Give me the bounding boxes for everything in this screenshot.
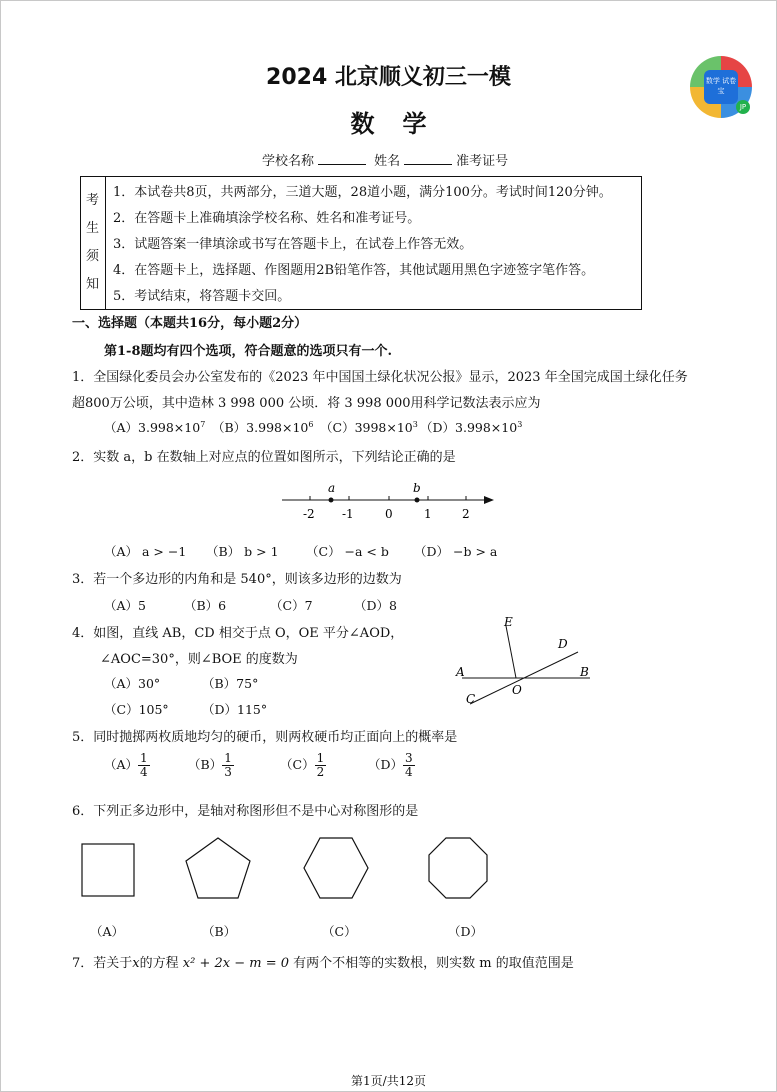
pentagon-shape: [186, 838, 250, 898]
point-b-dot: [415, 498, 420, 503]
q6-option-b[interactable]: （B）: [202, 924, 237, 939]
qr-logo-text: 数学 试卷宝: [704, 70, 738, 104]
notice-head: [81, 177, 106, 309]
fraction: [222, 752, 234, 779]
q4-option-b[interactable]: （B）75°: [202, 676, 259, 691]
notice-head-char: 生: [86, 221, 100, 236]
qr-logo-icon[interactable]: [690, 56, 752, 118]
q6-option-a[interactable]: （A）: [90, 924, 125, 939]
q5-option-b[interactable]: [188, 752, 234, 779]
q2-text: 2．实数 a，b 在数轴上对应点的位置如图所示，下列结论正确的是: [72, 450, 456, 465]
notice-item: 4．在答题卡上，选择题、作图题用2B铅笔作答，其他试题用黑色字迹签字笔作答。: [113, 263, 595, 278]
option-exponent: 3: [412, 419, 418, 429]
page-footer: 第1页/共12页: [351, 1074, 426, 1088]
q1-option-b[interactable]: [212, 418, 313, 436]
notice-box: [80, 176, 642, 310]
notice-item: 5．考试结束，将答题卡交回。: [113, 289, 291, 304]
q5-option-a[interactable]: [104, 752, 150, 779]
q7-variable: x: [132, 956, 140, 971]
subject-title: 数学: [350, 110, 455, 138]
section-title: 一、选择题（本题共16分，每小题2分）: [72, 316, 308, 331]
label-a: A: [456, 665, 465, 679]
q3-option-b[interactable]: （B）6: [184, 598, 227, 613]
q6-option-d[interactable]: （D）: [448, 924, 484, 939]
notice-item: 1．本试卷共8页，共两部分，三道大题，28道小题，满分100分。考试时间120分钟。: [113, 185, 612, 200]
school-blank: [318, 152, 366, 165]
q3-text: 3．若一个多边形的内角和是 540°，则该多边形的边数为: [72, 572, 402, 587]
exam-title: 2024 北京顺义初三一模: [266, 65, 511, 90]
q3-option-a[interactable]: （A）5: [104, 598, 146, 613]
q7-suffix: 有两个不相等的实数根，则实数 m 的取值范围是: [293, 956, 574, 971]
point-b-label: b: [413, 481, 421, 495]
option-label: （B）: [188, 757, 223, 772]
fraction: [403, 752, 415, 779]
option-label: （D）: [368, 757, 404, 772]
q2-option-a[interactable]: （A） a > −1: [104, 544, 187, 559]
numerator: 1: [224, 751, 232, 765]
q5-option-d[interactable]: [368, 752, 415, 779]
option-exponent: 3: [517, 419, 523, 429]
q6-text: 6．下列正多边形中，是轴对称图形但不是中心对称图形的是: [72, 804, 419, 819]
q1-option-a[interactable]: [104, 418, 205, 436]
student-info: [262, 150, 508, 169]
option-label: （A）3.998×10: [104, 420, 201, 435]
q4-option-d[interactable]: （D）115°: [202, 702, 268, 717]
q4-text-line2: ∠AOC=30°，则∠BOE 的度数为: [100, 652, 298, 667]
denominator: 4: [140, 765, 148, 779]
hexagon-shape: [304, 838, 368, 898]
ray-oe: [506, 626, 516, 678]
q4-option-c[interactable]: （C）105°: [104, 702, 169, 717]
notice-item: 3．试题答案一律填涂或书写在答题卡上，在试卷上作答无效。: [113, 237, 473, 252]
tick-label: 1: [424, 507, 432, 521]
q7-text: [72, 952, 574, 971]
section-instruction: 第1-8题均有四个选项，符合题意的选项只有一个.: [104, 344, 393, 359]
q7-equation: x² + 2x − m = 0: [182, 956, 289, 971]
tick-label: 0: [385, 507, 393, 521]
numerator: 3: [405, 751, 413, 765]
square-shape: [82, 844, 134, 896]
option-label: （B）3.998×10: [212, 420, 309, 435]
id-label: 准考证号: [456, 154, 509, 169]
denominator: 2: [316, 765, 325, 779]
point-a-label: a: [328, 481, 336, 495]
q5-option-c[interactable]: [280, 752, 326, 779]
number-line-figure: [278, 478, 498, 524]
q2-option-d[interactable]: （D） −b > a: [414, 544, 498, 559]
q4-text-line1: 4．如图，直线 AB，CD 相交于点 O，OE 平分∠AOD，: [72, 626, 404, 641]
option-label: （D）3.998×10: [420, 420, 518, 435]
q1-text-line2: 超800万公顷，其中造林 3 998 000 公顷．将 3 998 000用科学记数法表示应为: [72, 396, 541, 411]
q4-option-a[interactable]: （A）30°: [104, 676, 161, 691]
numerator: 1: [316, 751, 325, 765]
angle-figure: [448, 612, 598, 712]
qr-badge-icon: JP: [736, 100, 750, 114]
q7-prefix: 7．若关于: [72, 956, 133, 971]
fraction: [315, 752, 327, 779]
school-label: 学校名称: [262, 154, 315, 169]
numerator: 1: [140, 751, 148, 765]
option-label: （C）: [280, 757, 315, 772]
name-blank: [404, 152, 452, 165]
notice-head-char: 考: [86, 193, 100, 208]
q7-mid: 的方程: [139, 956, 179, 971]
denominator: 4: [405, 765, 413, 779]
label-b: B: [580, 665, 589, 679]
option-label: （C）3998×10: [320, 420, 413, 435]
q6-option-c[interactable]: （C）: [322, 924, 357, 939]
denominator: 3: [224, 765, 232, 779]
q1-option-c[interactable]: [320, 418, 418, 436]
tick-label: -1: [342, 507, 354, 521]
q2-option-b[interactable]: （B） b > 1: [206, 544, 279, 559]
option-label: （A）: [104, 757, 139, 772]
q1-text-line1: 1．全国绿化委员会办公室发布的《2023 年中国国土绿化状况公报》显示，2023 年全国完成国土绿化任务: [72, 370, 688, 385]
label-o: O: [512, 683, 522, 697]
fraction: [138, 752, 150, 779]
q1-option-d[interactable]: [420, 418, 522, 436]
notice-head-char: 知: [86, 277, 100, 292]
point-a-dot: [329, 498, 334, 503]
q2-option-c[interactable]: （C） −a < b: [306, 544, 389, 559]
option-exponent: 6: [308, 419, 314, 429]
notice-head-char: 须: [86, 249, 100, 264]
label-c: C: [466, 692, 476, 706]
number-line-arrow-icon: [484, 496, 494, 504]
tick-label: 2: [462, 507, 470, 521]
q5-text: 5．同时抛掷两枚质地均匀的硬币，则两枚硬币均正面向上的概率是: [72, 730, 458, 745]
tick-label: -2: [303, 507, 315, 521]
q3-option-c[interactable]: （C）7: [270, 598, 313, 613]
polygon-figures: [76, 832, 506, 908]
label-e: E: [504, 615, 513, 629]
label-d: D: [558, 637, 568, 651]
q3-option-d[interactable]: （D）8: [354, 598, 397, 613]
notice-item: 2．在答题卡上准确填涂学校名称、姓名和准考证号。: [113, 211, 421, 226]
option-exponent: 7: [200, 419, 206, 429]
name-label: 姓名: [374, 154, 401, 169]
octagon-shape: [429, 838, 487, 898]
